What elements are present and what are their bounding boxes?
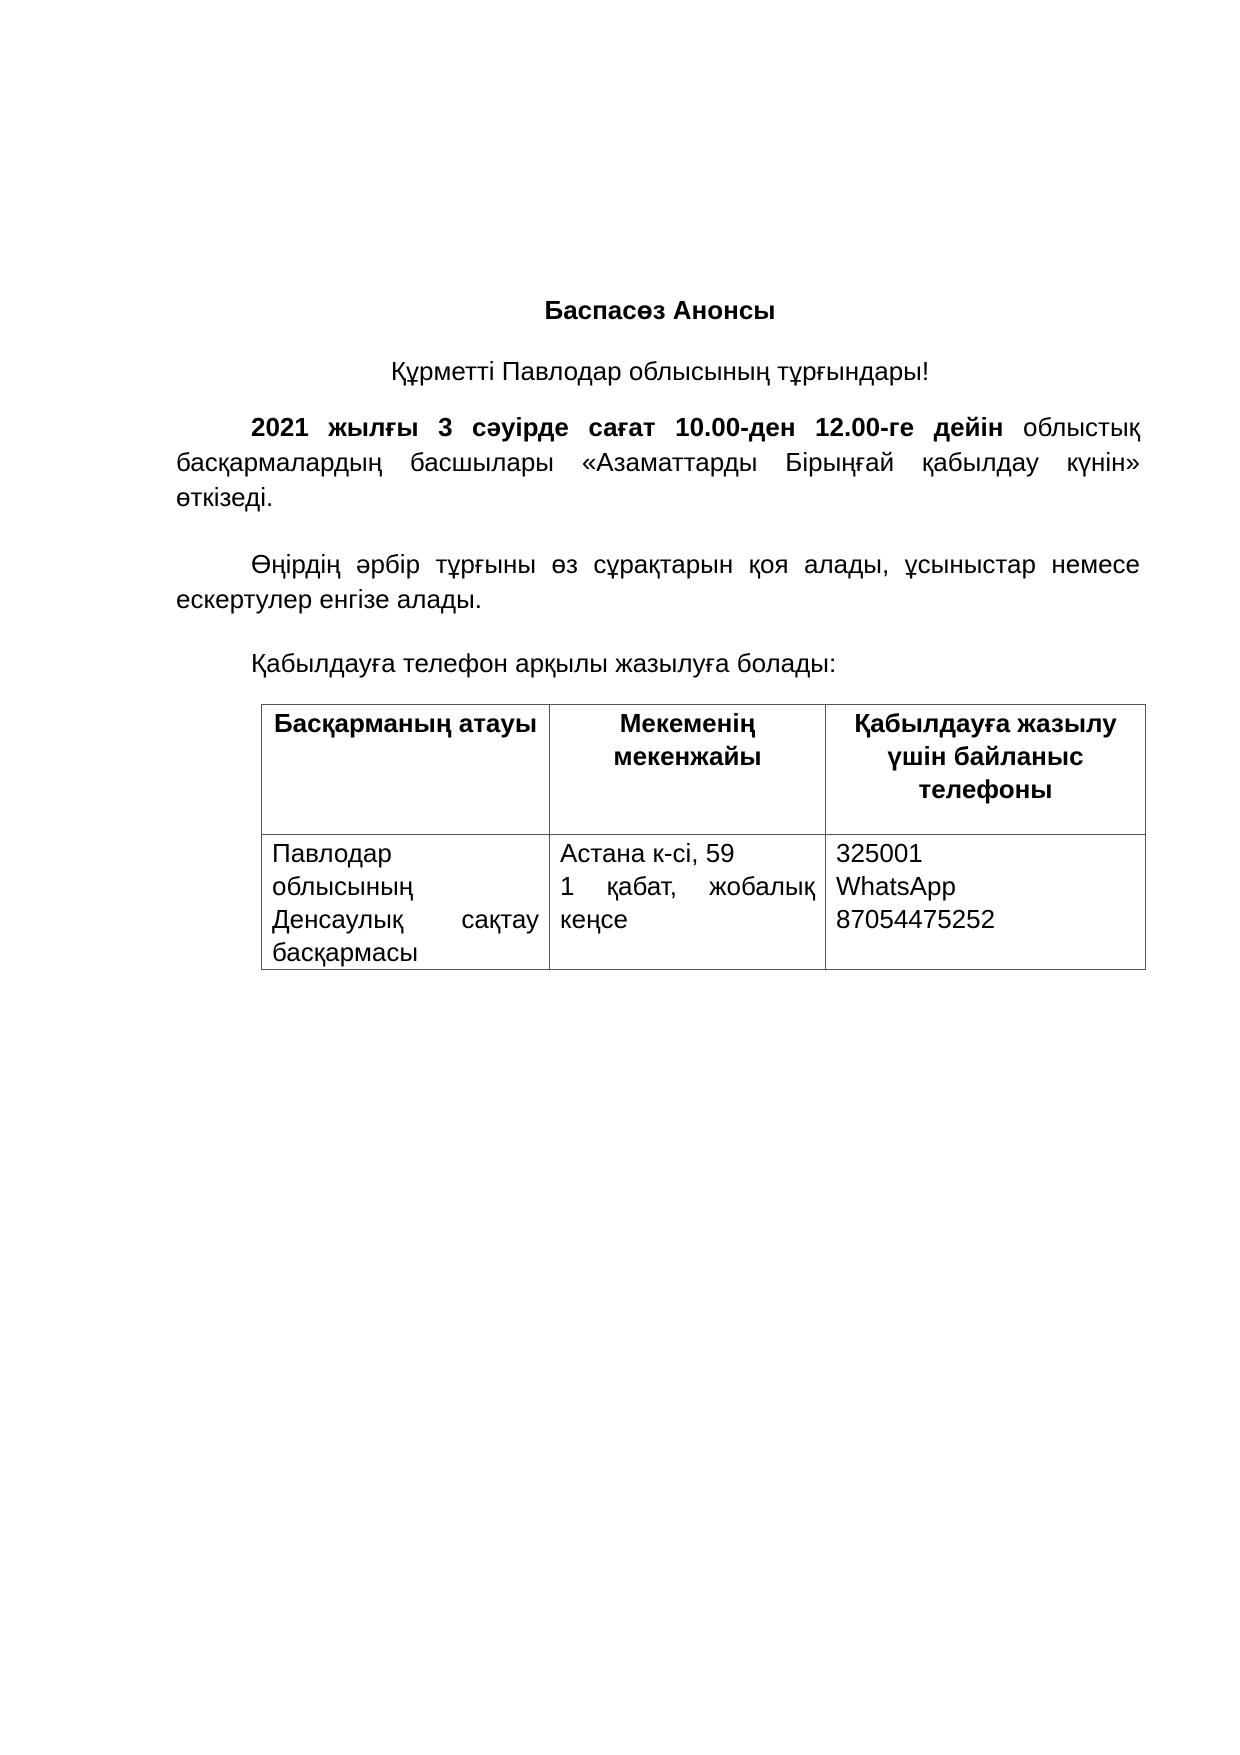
address-line: кеңсе [560,904,628,934]
department-line: басқармасы [272,937,419,967]
header-institution-address: Мекеменің мекенжайы [550,705,826,835]
announcement-paragraph [176,410,1140,515]
department-line: Денсаулық сақтау [272,904,539,934]
table-header-row [262,705,1146,835]
header-contact-phone: Қабылдауға жазылу үшін байланыс телефоны [826,705,1146,835]
department-line: облысының [272,871,414,901]
registration-paragraph: Қабылдауға телефон арқылы жазылуға болады: [251,648,837,678]
residents-paragraph: Өңірдің әрбір тұрғыны өз сұрақтарын қоя алады, ұсыныстар немесе ескертулер енгізе алады. [176,549,1140,614]
cell-address [550,835,826,970]
cell-phone [826,835,1146,970]
address-line: 1 қабат, жобалық [560,871,815,901]
whatsapp-number: 87054475252 [836,904,996,934]
header-department-name: Басқарманың атауы [262,705,550,835]
cell-department [262,835,550,970]
whatsapp-label: WhatsApp [836,871,956,901]
document-title: Баспасөз Анонсы [544,295,776,325]
table-row [262,835,1146,970]
address-line: Астана к-сі, 59 [560,838,735,868]
department-line: Павлодар [272,838,392,868]
announcement-text: облыстық басқармалардың басшылары «Азаматтарды Бірыңғай қабылдау күнін» өткізеді. [176,412,1140,512]
greeting-line: Құрметті Павлодар облысының тұрғындары! [390,356,930,386]
phone-number: 325001 [836,838,923,868]
announcement-date-time: 2021 жылғы 3 сәуірде сағат 10.00-ден 12.00-ге дейін [251,412,1004,442]
contacts-table [261,704,1146,970]
